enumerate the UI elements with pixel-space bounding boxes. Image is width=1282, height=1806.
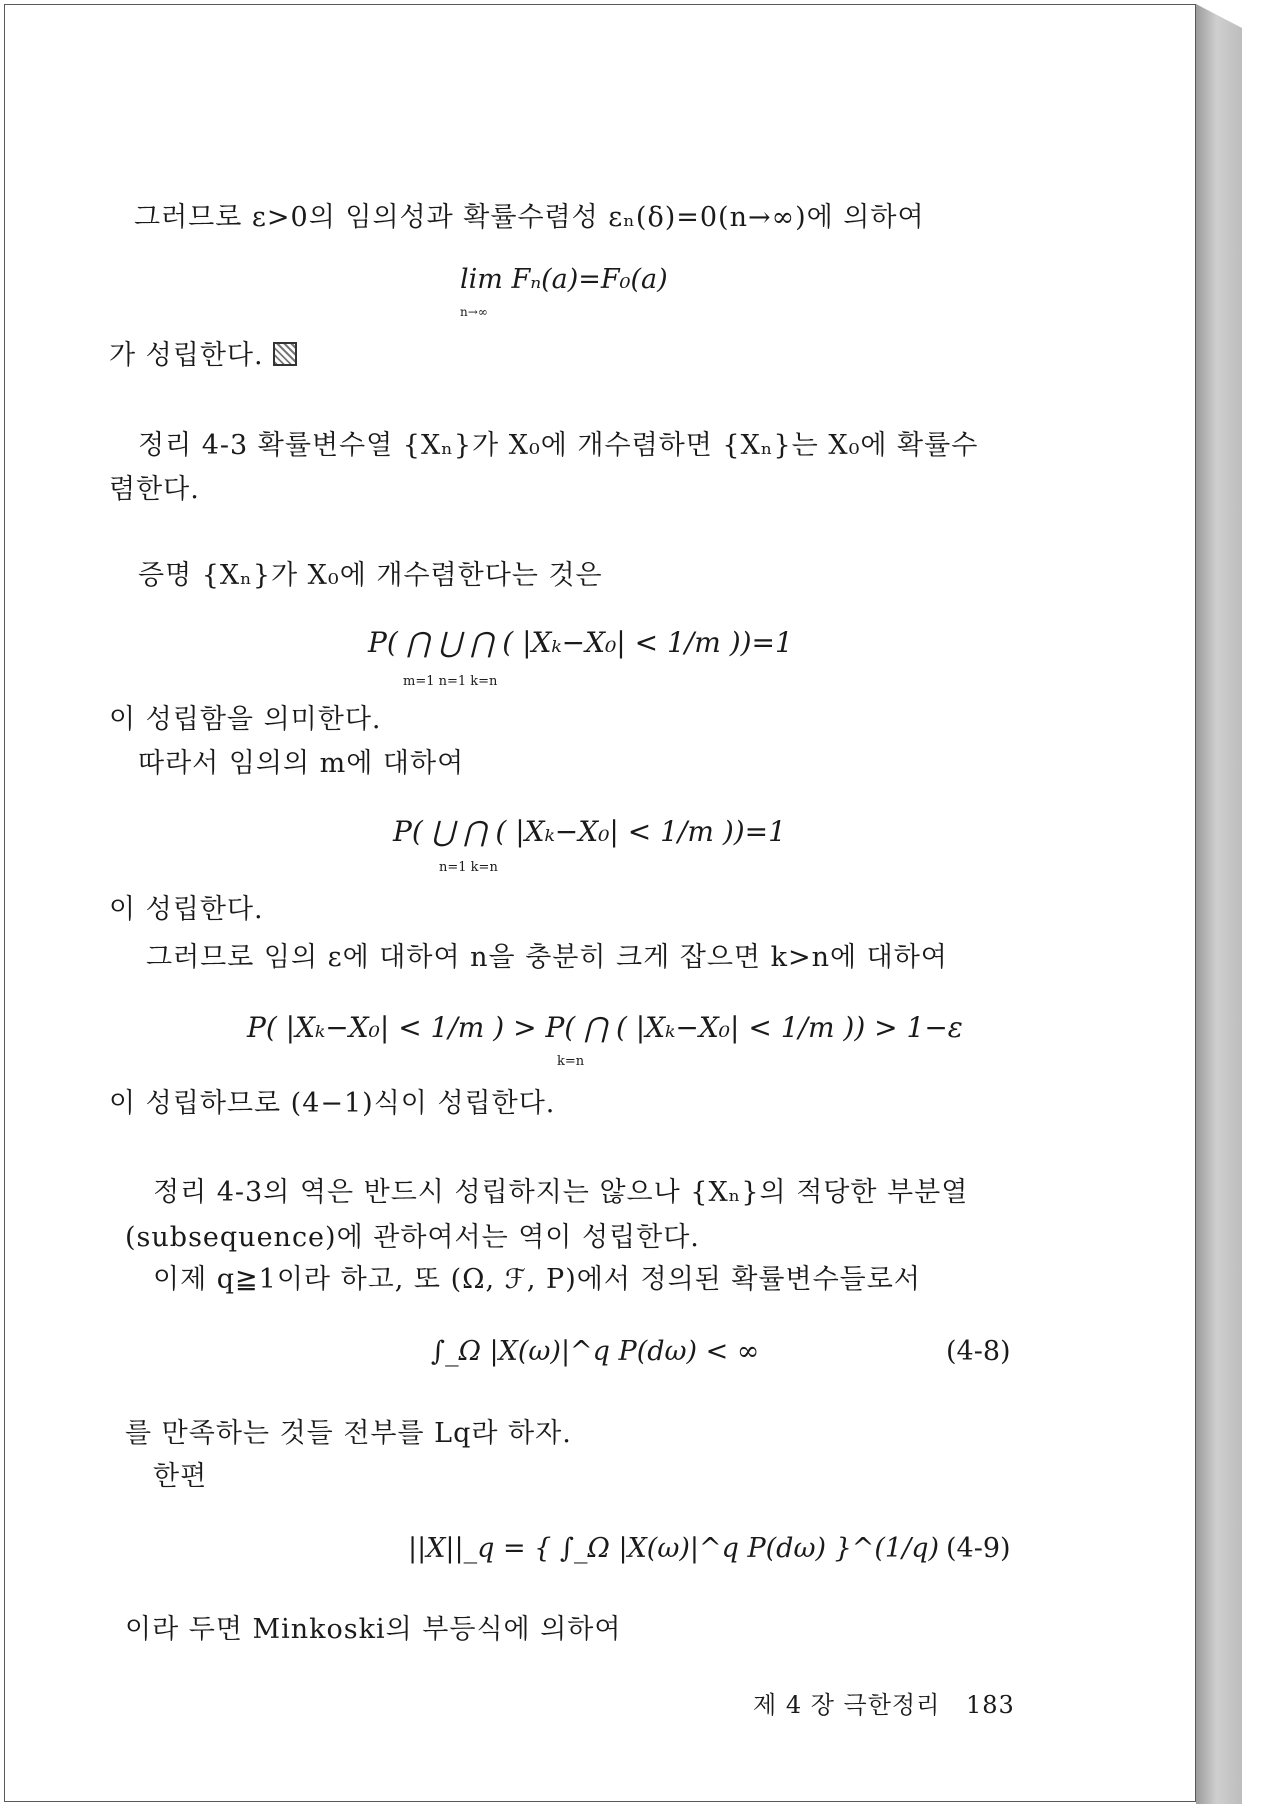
- text-line: 이 성립함을 의미한다.: [109, 704, 382, 735]
- equation-3: P( ⋃ ⋂ ( |Xₖ−X₀| < 1/m ))=1: [393, 815, 786, 848]
- text-line: 정리 4-3의 역은 반드시 성립하지는 않으나 {Xₙ}의 적당한 부분열: [153, 1177, 969, 1208]
- text-line: 한편: [153, 1461, 208, 1492]
- theorem-statement-cont: 렴한다.: [109, 474, 200, 505]
- text-line: 가 성립한다.: [109, 339, 297, 373]
- text-line: 그러므로 임의 ε에 대하여 n을 충분히 크게 잡으면 k>n에 대하여: [146, 942, 948, 973]
- footer-page-number: 183: [966, 1691, 1015, 1719]
- equation-2-limits: m=1 n=1 k=n: [403, 674, 498, 689]
- equation-2: P( ⋂ ⋃ ⋂ ( |Xₖ−X₀| < 1/m ))=1: [368, 626, 793, 659]
- equation-4-limits: k=n: [557, 1054, 585, 1069]
- equation-3-limits: n=1 k=n: [439, 860, 498, 875]
- book-page: [4, 4, 1196, 1802]
- text-line: 를 만족하는 것들 전부를 Lq라 하자.: [125, 1418, 572, 1449]
- theorem-statement: 정리 4-3 확률변수열 {Xₙ}가 X₀에 개수렴하면 {Xₙ}는 X₀에 확률수: [138, 430, 979, 461]
- text-line: 이제 q≧1이라 하고, 또 (Ω, ℱ, P)에서 정의된 확률변수들로서: [153, 1264, 921, 1295]
- text-line: 그러므로 ε>0의 임의성과 확률수렴성 εₙ(δ)=0(n→∞)에 의하여: [134, 202, 925, 233]
- equation-4: P( |Xₖ−X₀| < 1/m ) > P( ⋂ ( |Xₖ−X₀| < 1/m )) > 1−ε: [247, 1011, 963, 1044]
- qed-icon: [273, 342, 297, 366]
- equation-6: ||X||_q = { ∫_Ω |X(ω)|^q P(dω) }^(1/q): [408, 1533, 940, 1564]
- equation-5: ∫_Ω |X(ω)|^q P(dω) < ∞: [431, 1336, 760, 1367]
- equation-limit: lim Fₙ(a)=F₀(a): [460, 264, 668, 295]
- text-line: 이 성립한다.: [109, 894, 264, 925]
- page-edge-shadow: [1196, 4, 1242, 1804]
- footer-chapter: 제 4 장 극한정리: [753, 1691, 941, 1719]
- proof-heading: 증명 {Xₙ}가 X₀에 개수렴한다는 것은: [138, 560, 603, 591]
- text-line: (subsequence)에 관하여서는 역이 성립한다.: [125, 1222, 700, 1253]
- text-line: 이라 두면 Minkoski의 부등식에 의하여: [125, 1614, 622, 1645]
- equation-number-4-9: (4-9): [946, 1533, 1011, 1564]
- equation-limit-subscript: n→∞: [460, 305, 488, 319]
- text-line: 따라서 임의의 m에 대하여: [138, 748, 465, 779]
- text-line: 이 성립하므로 (4−1)식이 성립한다.: [109, 1088, 556, 1119]
- equation-number-4-8: (4-8): [946, 1336, 1011, 1367]
